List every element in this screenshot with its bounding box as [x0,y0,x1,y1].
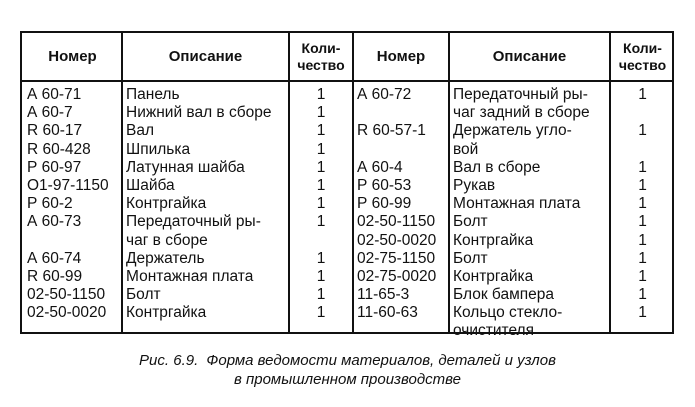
item-number: А 60-71 [27,86,82,103]
item-number [357,104,448,122]
item-number: 02-50-0020 [357,231,437,249]
item-description: Контргайка [126,195,207,213]
item-quantity: 1 [316,267,326,285]
item-description: Контргайка [126,304,207,322]
item-description: чаг в сборе [126,231,208,249]
figure-caption [0,351,695,389]
item-quantity: 1 [316,104,326,122]
item-quantity: 1 [316,122,326,140]
item-quantity [611,322,674,340]
item-quantity: 1 [316,249,326,267]
item-number: А 60-72 [357,86,412,103]
item-quantity: 1 [638,286,647,304]
item-quantity: 1 [638,249,647,267]
materials-table [20,31,674,340]
item-quantity: 1 [316,140,326,158]
item-number [27,232,121,250]
item-description: Контргайка [453,231,534,249]
caption-line2: в промышленном производстве [233,371,462,388]
item-quantity: 1 [316,304,326,322]
item-number: Р 60-53 [357,176,412,194]
header-quantity-left [290,33,352,80]
item-quantity: 1 [638,122,647,140]
item-number: 11-60-63 [357,304,418,322]
item-description: Болт [453,213,488,231]
item-quantity: 1 [316,195,326,213]
item-quantity: 1 [638,231,647,249]
item-number: А 60-4 [357,158,403,176]
item-description: Шпилька [126,140,191,158]
item-description: Шайба [126,176,175,194]
item-description: Вал [126,122,155,140]
item-number: 02-75-0020 [357,267,437,285]
header-description-right: Описание [492,47,567,65]
header-quantity-right [611,33,674,80]
left-quantity-column [290,86,352,322]
item-quantity: 1 [638,158,647,176]
item-description: Болт [126,286,161,304]
header-quantity-line1: Коли- [623,39,662,56]
item-quantity: 1 [316,86,326,103]
item-description: Болт [453,249,488,267]
item-description: Кольцо стекло- [453,304,563,322]
item-number: R 60-57-1 [357,122,426,140]
item-description: Держатель [126,249,205,267]
item-number: А 60-73 [27,213,82,231]
header-number-right: Номер [376,47,426,65]
item-number [357,141,448,159]
header-quantity-line2: чество [297,56,345,73]
item-number: 11-65-3 [357,286,410,304]
item-number: R 60-17 [27,122,83,140]
item-number: 02-50-1150 [357,213,436,231]
item-number: Р 60-2 [27,195,73,213]
item-description: Передаточный ры- [126,213,261,231]
item-quantity: 1 [316,176,326,194]
item-description: очистителя [453,322,534,340]
item-number: А 60-74 [27,249,82,267]
item-description: чаг задний в сборе [453,104,590,122]
left-description-column [126,86,288,322]
item-description: Монтажная плата [126,267,254,285]
item-quantity: 1 [316,286,326,304]
caption-label: Рис. 6.9. [139,352,199,369]
right-quantity-column [611,86,674,341]
left-number-column [27,86,121,322]
item-number: 02-50-0020 [27,304,107,322]
item-number: 02-75-1150 [357,249,436,267]
item-quantity: 1 [638,304,647,322]
item-quantity: 1 [638,213,647,231]
item-number: Р 60-99 [357,195,412,213]
item-number: Р 60-97 [27,158,82,176]
item-quantity: 1 [638,195,647,213]
item-number: О1-97-1150 [27,176,109,194]
item-description: Контргайка [453,267,534,285]
header-quantity-line1: Коли- [301,39,341,56]
item-quantity: 1 [316,158,326,176]
item-number: R 60-99 [27,267,83,285]
header-number-left: Номер [48,47,97,65]
item-number [357,322,448,340]
item-description: Держатель углo- [453,122,572,140]
item-quantity: 1 [638,267,647,285]
item-quantity: 1 [638,176,647,194]
caption-line1: Форма ведомости материалов, деталей и узлов [206,352,556,369]
header-divider [22,80,672,82]
header-description-left: Описание [168,47,243,65]
item-description: Панель [126,86,180,103]
item-quantity [290,232,352,250]
item-number: 02-50-1150 [27,286,106,304]
item-description: Вал в сборе [453,158,541,176]
item-quantity [611,141,674,159]
item-description: Нижний вал в сборе [126,104,272,122]
item-quantity [611,104,674,122]
item-description: Передаточный ры- [453,86,588,103]
item-description: Рукав [453,176,496,194]
item-number: А 60-7 [27,104,73,122]
item-description: Латунная шайба [126,158,245,176]
item-quantity: 1 [638,86,647,103]
item-description: Блок бампера [453,286,554,304]
item-quantity: 1 [316,213,326,231]
header-quantity-line2: чество [618,56,667,73]
right-number-column [357,86,448,341]
item-number: R 60-428 [27,140,91,158]
item-description: Монтажная плата [453,195,581,213]
item-description: вой [453,140,479,158]
right-description-column [453,86,609,341]
